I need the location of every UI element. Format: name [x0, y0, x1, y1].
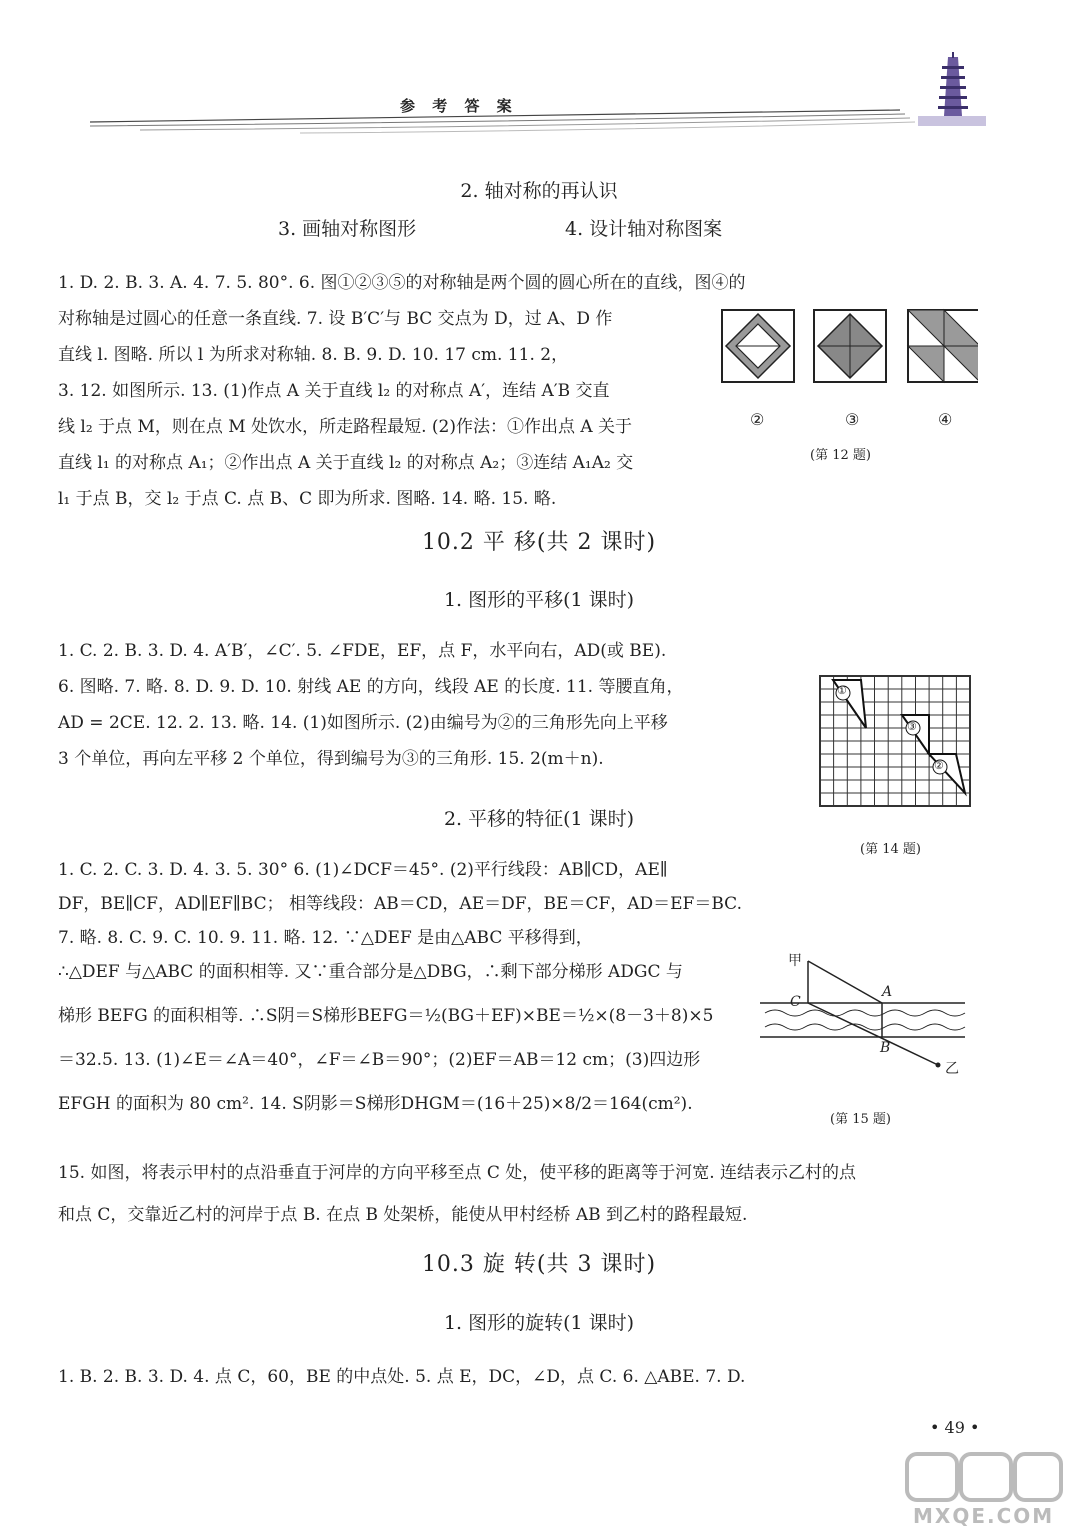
figure-label: ② — [934, 759, 944, 772]
header-title: 参 考 答 案 — [400, 97, 518, 115]
text-line: 1. B. 2. B. 3. D. 4. 点 C，60，BE 的中点处. 5. 点 E，DC，∠D，点 C. 6. △ABE. 7. D. — [58, 1367, 746, 1387]
text-line: 3. 12. 如图所示. 13. (1)作点 A 关于直线 l₂ 的对称点 A′，连结 A′B 交直 — [58, 381, 610, 401]
watermark-logo — [905, 1450, 1065, 1530]
text-line: 直线 l. 图略. 所以 l 为所求对称轴. 8. B. 9. D. 10. 17 cm. 11. 2， — [58, 345, 569, 365]
text-line: 3 个单位，再向左平移 2 个单位，得到编号为③的三角形. 15. 2(m＋n). — [58, 749, 604, 769]
text-line: 和点 C，交靠近乙村的河岸于点 B. 在点 B 处架桥，能使从甲村经桥 AB 到乙村的路程最短. — [58, 1205, 748, 1225]
answer-paragraph — [58, 855, 798, 1119]
figure-12 — [718, 306, 978, 396]
figure-label: B — [880, 1040, 891, 1056]
text-line: 线 l₂ 于点 M，则在点 M 处饮水，所走路程最短. (2)作法：①作出点 A 关于 — [58, 417, 633, 437]
subsection-title: 2. 平移的特征(1 课时) — [443, 808, 635, 830]
page-number: • 49 • — [930, 1418, 980, 1437]
subsection-title: 1. 图形的旋转(1 课时) — [443, 1312, 635, 1334]
text-line: 对称轴是过圆心的任意一条直线. 7. 设 B′C′与 BC 交点为 D，过 A、D 作 — [58, 309, 613, 329]
pagoda-icon — [918, 52, 988, 132]
figure-label: ④ — [938, 410, 953, 429]
answer-paragraph — [58, 1158, 988, 1230]
text-line: l₁ 于点 B，交 l₂ 于点 C. 点 B、C 即为所求. 图略. 14. 略. 15. 略. — [58, 489, 557, 509]
subsection-title: 3. 画轴对称图形 — [278, 218, 417, 240]
text-line: AD = 2CE. 12. 2. 13. 略. 14. (1)如图所示. (2)由编号为②的三角形先向上平移 — [58, 713, 668, 733]
section-title: 10.2 平 移(共 2 课时) — [421, 530, 657, 555]
subsection-title: 1. 图形的平移(1 课时) — [443, 589, 635, 611]
text-line: 15. 如图，将表示甲村的点沿垂直于河岸的方向平移至点 C 处，使平移的距离等于河宽. 连结表示乙村的点 — [58, 1163, 857, 1183]
text-line: EFGH 的面积为 80 cm². 14. S阴影＝S梯形DHGM＝(16＋25)×8/2＝164(cm²). — [58, 1094, 693, 1114]
text-line: 1. C. 2. B. 3. D. 4. A′B′，∠C′. 5. ∠FDE，EF，点 F，水平向右，AD(或 BE). — [58, 641, 667, 661]
text-line: 1. D. 2. B. 3. A. 4. 7. 5. 80°. 6. 图①②③⑤的对称轴是两个圆的圆心所在的直线，图④的 — [58, 273, 746, 293]
figure-caption: (第 14 题) — [860, 842, 921, 857]
text-line: 7. 略. 8. C. 9. C. 10. 9. 11. 略. 12. ∵△DEF 是由△ABC 平移得到， — [58, 928, 593, 948]
section-title: 10.3 旋 转(共 3 课时) — [421, 1252, 657, 1277]
figure-label: ③ — [845, 410, 860, 429]
figure-label: ① — [837, 684, 847, 697]
watermark-text: MXQE.COM — [913, 1504, 1055, 1528]
text-line: 梯形 BEFG 的面积相等. ∴S阴＝S梯形BEFG＝½(BG＋EF)×BE＝½×(8－3＋8)×5 — [58, 1006, 714, 1026]
text-line: DF，BE∥CF，AD∥EF∥BC； 相等线段：AB＝CD，AE＝DF，BE＝CF，AD＝EF＝BC. — [58, 894, 742, 914]
figure-caption: (第 15 题) — [830, 1112, 891, 1127]
figure-label: A — [882, 984, 893, 1000]
figure-label: ③ — [907, 720, 917, 733]
text-line: 1. C. 2. C. 3. D. 4. 3. 5. 30° 6. (1)∠DCF＝45°. (2)平行线段：AB∥CD，AE∥ — [58, 860, 668, 880]
text-line: 6. 图略. 7. 略. 8. D. 9. D. 10. 射线 AE 的方向，线段 AE 的长度. 11. 等腰直角， — [58, 677, 684, 697]
figure-caption: (第 12 题) — [810, 448, 871, 463]
figure-label: 乙 — [945, 1061, 959, 1077]
answer-paragraph — [58, 1362, 988, 1392]
text-line: ＝32.5. 13. (1)∠E＝∠A＝40°，∠F＝∠B＝90°；(2)EF＝AB＝12 cm；(3)四边形 — [58, 1050, 701, 1070]
figure-label: C — [790, 994, 801, 1010]
figure-label: ② — [750, 410, 765, 429]
header-rule — [0, 0, 1078, 150]
figure-label: 甲 — [788, 953, 802, 969]
subsection-title: 2. 轴对称的再认识 — [460, 180, 618, 202]
answer-paragraph — [58, 636, 818, 774]
subsection-title: 4. 设计轴对称图案 — [565, 218, 723, 240]
text-line: ∴△DEF 与△ABC 的面积相等. 又∵重合部分是△DBG，∴剩下部分梯形 ADGC 与 — [58, 962, 683, 982]
text-line: 直线 l₁ 的对称点 A₁；②作出点 A 关于直线 l₂ 的对称点 A₂；③连结 A₁A₂ 交 — [58, 453, 634, 473]
